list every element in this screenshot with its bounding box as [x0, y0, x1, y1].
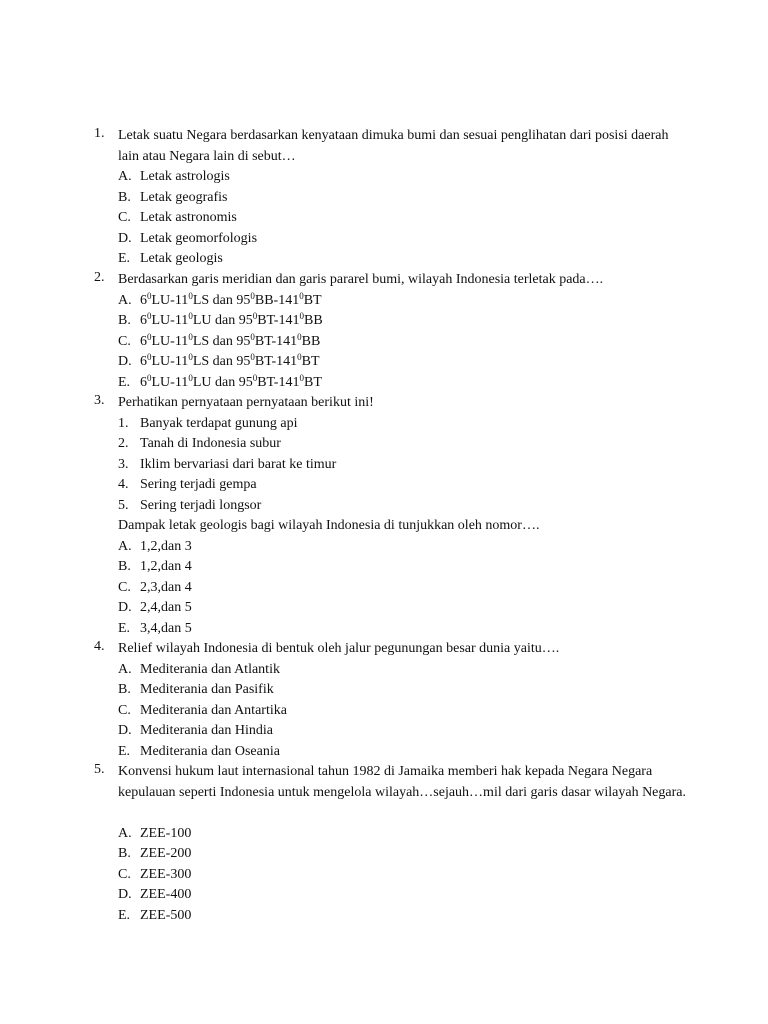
option-letter: C.	[118, 702, 131, 718]
option-a	[0, 824, 768, 845]
option-text: Mediterania dan Pasifik	[140, 682, 274, 697]
option-letter: D.	[118, 723, 132, 738]
statement-5	[0, 496, 768, 517]
option-letter: C.	[118, 579, 131, 595]
option-c	[0, 208, 768, 229]
option-e	[0, 373, 768, 394]
statement-text: Sering terjadi longsor	[140, 497, 262, 513]
option-a	[0, 660, 768, 681]
option-text: Letak geologis	[140, 251, 223, 266]
option-letter: E.	[118, 907, 131, 923]
option-b	[0, 311, 768, 332]
option-e	[0, 906, 768, 927]
statement-number: 4.	[118, 477, 129, 492]
option-a	[0, 291, 768, 312]
option-text: Mediterania dan Antartika	[140, 702, 287, 718]
option-text: ZEE-100	[140, 825, 192, 841]
option-c	[0, 332, 768, 353]
option-letter: A.	[118, 292, 132, 308]
question-number: 5.	[94, 762, 105, 777]
option-letter: B.	[118, 682, 131, 697]
option-text: 3,4,dan 5	[140, 620, 192, 636]
option-a	[0, 537, 768, 558]
option-letter: A.	[118, 825, 132, 841]
option-c	[0, 578, 768, 599]
option-text: Mediterania dan Hindia	[140, 723, 273, 738]
statement-text: Sering terjadi gempa	[140, 477, 257, 492]
option-d	[0, 229, 768, 250]
question-text: Relief wilayah Indonesia di bentuk oleh jalur pegunungan besar dunia yaitu….	[118, 641, 560, 656]
option-b	[0, 844, 768, 865]
statement-3	[0, 455, 768, 476]
option-letter: C.	[118, 210, 131, 225]
option-d	[0, 885, 768, 906]
option-letter: B.	[118, 189, 131, 205]
option-e	[0, 249, 768, 270]
option-c	[0, 865, 768, 886]
option-letter: E.	[118, 374, 131, 390]
option-text: 1,2,dan 4	[140, 559, 192, 574]
option-letter: E.	[118, 251, 131, 266]
statement-number: 2.	[118, 436, 129, 451]
option-e	[0, 619, 768, 640]
option-text: $6^0LU-11^0LS$ dan $95^0BT-141^0BT$	[140, 352, 320, 369]
option-letter: B.	[118, 559, 131, 574]
option-b	[0, 680, 768, 701]
option-text: Letak astronomis	[140, 210, 237, 225]
option-letter: B.	[118, 313, 131, 328]
option-text: ZEE-400	[140, 887, 192, 902]
option-text: $6^0LU-11^0LS$ dan $95^0BB-141^0BT$	[140, 290, 322, 308]
option-text: 1,2,dan 3	[140, 538, 192, 554]
option-text: Letak geografis	[140, 189, 228, 205]
option-text: Mediterania dan Atlantik	[140, 661, 280, 677]
question-number: 4.	[94, 639, 105, 654]
statement-text: Tanah di Indonesia subur	[140, 436, 281, 451]
option-letter: A.	[118, 661, 132, 677]
option-letter: D.	[118, 230, 132, 246]
question-text: Konvensi hukum laut internasional tahun 1982 di Jamaika memberi hak kepada Negara Negara kepulauan seperti Indonesia untuk mengelola wilayah…sejauh…mil dari garis dasar wilayah Negara.	[118, 764, 686, 800]
option-letter: A.	[118, 169, 132, 184]
option-d	[0, 598, 768, 619]
question-number: 3.	[94, 393, 105, 408]
statement-text: Banyak terdapat gunung api	[140, 415, 298, 431]
option-letter: D.	[118, 600, 132, 615]
option-text: ZEE-500	[140, 907, 192, 923]
option-text: $6^0LU-11^0LU$ dan $95^0BT-141^0BB$	[140, 311, 323, 328]
option-letter: D.	[118, 354, 132, 369]
question-text: Berdasarkan garis meridian dan garis pararel bumi, wilayah Indonesia terletak pada….	[118, 272, 604, 287]
option-letter: C.	[118, 333, 131, 349]
option-letter: A.	[118, 538, 132, 554]
option-d	[0, 352, 768, 373]
statement-number: 1.	[118, 415, 129, 431]
option-text: Mediterania dan Oseania	[140, 743, 280, 759]
question-text: Perhatikan pernyataan pernyataan berikut ini!	[118, 395, 374, 410]
question-number: 2.	[94, 270, 105, 285]
statement-1	[0, 414, 768, 435]
option-text: $6^0LU-11^0LU$ dan $95^0BT-141^0BT$	[140, 372, 322, 390]
option-a	[0, 167, 768, 188]
statement-4	[0, 475, 768, 496]
option-text: 2,3,dan 4	[140, 579, 192, 595]
option-text: ZEE-300	[140, 866, 192, 882]
option-letter: E.	[118, 743, 131, 759]
statement-number: 3.	[118, 456, 129, 472]
option-text: ZEE-200	[140, 846, 192, 861]
option-c	[0, 701, 768, 722]
option-text: 2,4,dan 5	[140, 600, 192, 615]
option-d	[0, 721, 768, 742]
option-b	[0, 557, 768, 578]
option-text: $6^0LU-11^0LS$ dan $95^0BT-141^0BB$	[140, 331, 321, 349]
option-letter: D.	[118, 887, 132, 902]
statement-text: Iklim bervariasi dari barat ke timur	[140, 456, 337, 472]
option-text: Letak geomorfologis	[140, 230, 258, 246]
option-e	[0, 742, 768, 763]
question-text: Letak suatu Negara berdasarkan kenyataan dimuka bumi dan sesuai penglihatan dari posisi daerah lain atau Negara lain di sebut…	[118, 128, 669, 164]
statement-2	[0, 434, 768, 455]
option-letter: C.	[118, 866, 131, 882]
option-b	[0, 188, 768, 209]
option-text: Letak astrologis	[140, 169, 230, 184]
statement-number: 5.	[118, 497, 129, 513]
question-prompt: Dampak letak geologis bagi wilayah Indonesia di tunjukkan oleh nomor….	[118, 518, 540, 533]
option-letter: E.	[118, 620, 131, 636]
question-number: 1.	[94, 126, 105, 141]
option-letter: B.	[118, 846, 131, 861]
